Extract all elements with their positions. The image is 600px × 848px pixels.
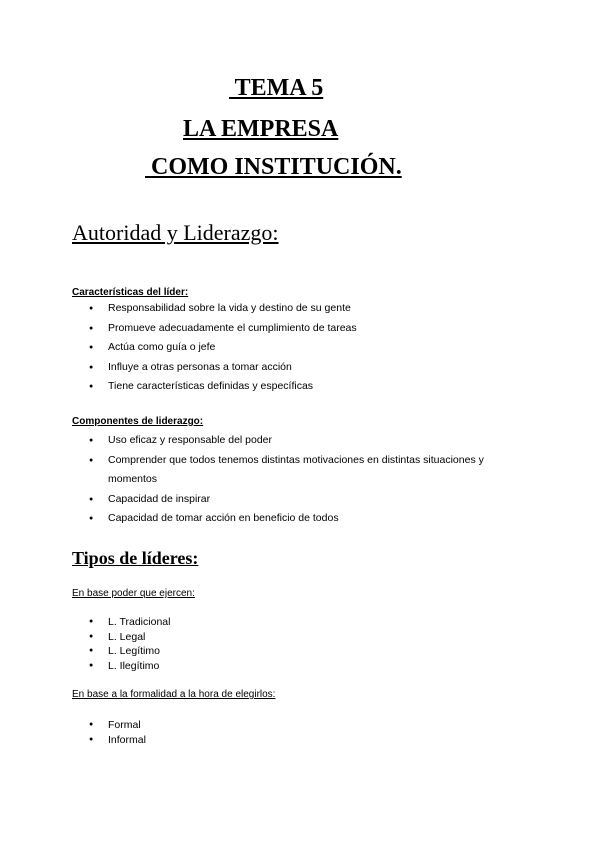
title-line-1: TEMA 5 bbox=[229, 75, 324, 101]
section-heading-autoridad: Autoridad y Liderazgo: bbox=[72, 220, 279, 245]
by-formality-label: En base a la formalidad a la hora de elegirlos: bbox=[72, 689, 276, 700]
list-item: ● Capacidad de inspirar bbox=[72, 490, 532, 510]
list-item: ● L. Legítimo bbox=[72, 644, 532, 659]
list-item: ● Uso eficaz y responsable del poder bbox=[72, 431, 532, 451]
title-line-2: LA EMPRESA bbox=[183, 116, 339, 142]
list-item: ● L. Legal bbox=[72, 630, 532, 645]
by-power-label: En base poder que ejercen: bbox=[72, 588, 195, 599]
list-item: ● Comprender que todos tenemos distintas motivaciones en distintas situaciones y momentos bbox=[72, 451, 532, 490]
list-item: ● Responsabilidad sobre la vida y destino de su gente bbox=[72, 299, 532, 319]
list-item: ● Capacidad de tomar acción en beneficio de todos bbox=[72, 509, 532, 529]
list-item: ● L. Ilegítimo bbox=[72, 659, 532, 674]
components-list bbox=[72, 431, 532, 529]
list-item: ● Tiene características definidas y específicas bbox=[72, 377, 532, 397]
characteristics-list bbox=[72, 299, 532, 397]
list-item: ● Influye a otras personas a tomar acción bbox=[72, 358, 532, 378]
list-item: ● Actúa como guía o jefe bbox=[72, 338, 532, 358]
list-item: ● Formal bbox=[72, 718, 532, 733]
characteristics-label: Características del líder: bbox=[72, 287, 189, 298]
by-power-list bbox=[72, 615, 532, 674]
section-heading-tipos: Tipos de líderes: bbox=[72, 548, 199, 568]
components-label: Componentes de liderazgo: bbox=[72, 416, 204, 427]
list-item: ● Informal bbox=[72, 733, 532, 748]
title-line-3: COMO INSTITUCIÓN. bbox=[145, 154, 402, 180]
list-item: ● Promueve adecuadamente el cumplimiento de tareas bbox=[72, 319, 532, 339]
by-formality-list bbox=[72, 718, 532, 747]
list-item: ● L. Tradicional bbox=[72, 615, 532, 630]
